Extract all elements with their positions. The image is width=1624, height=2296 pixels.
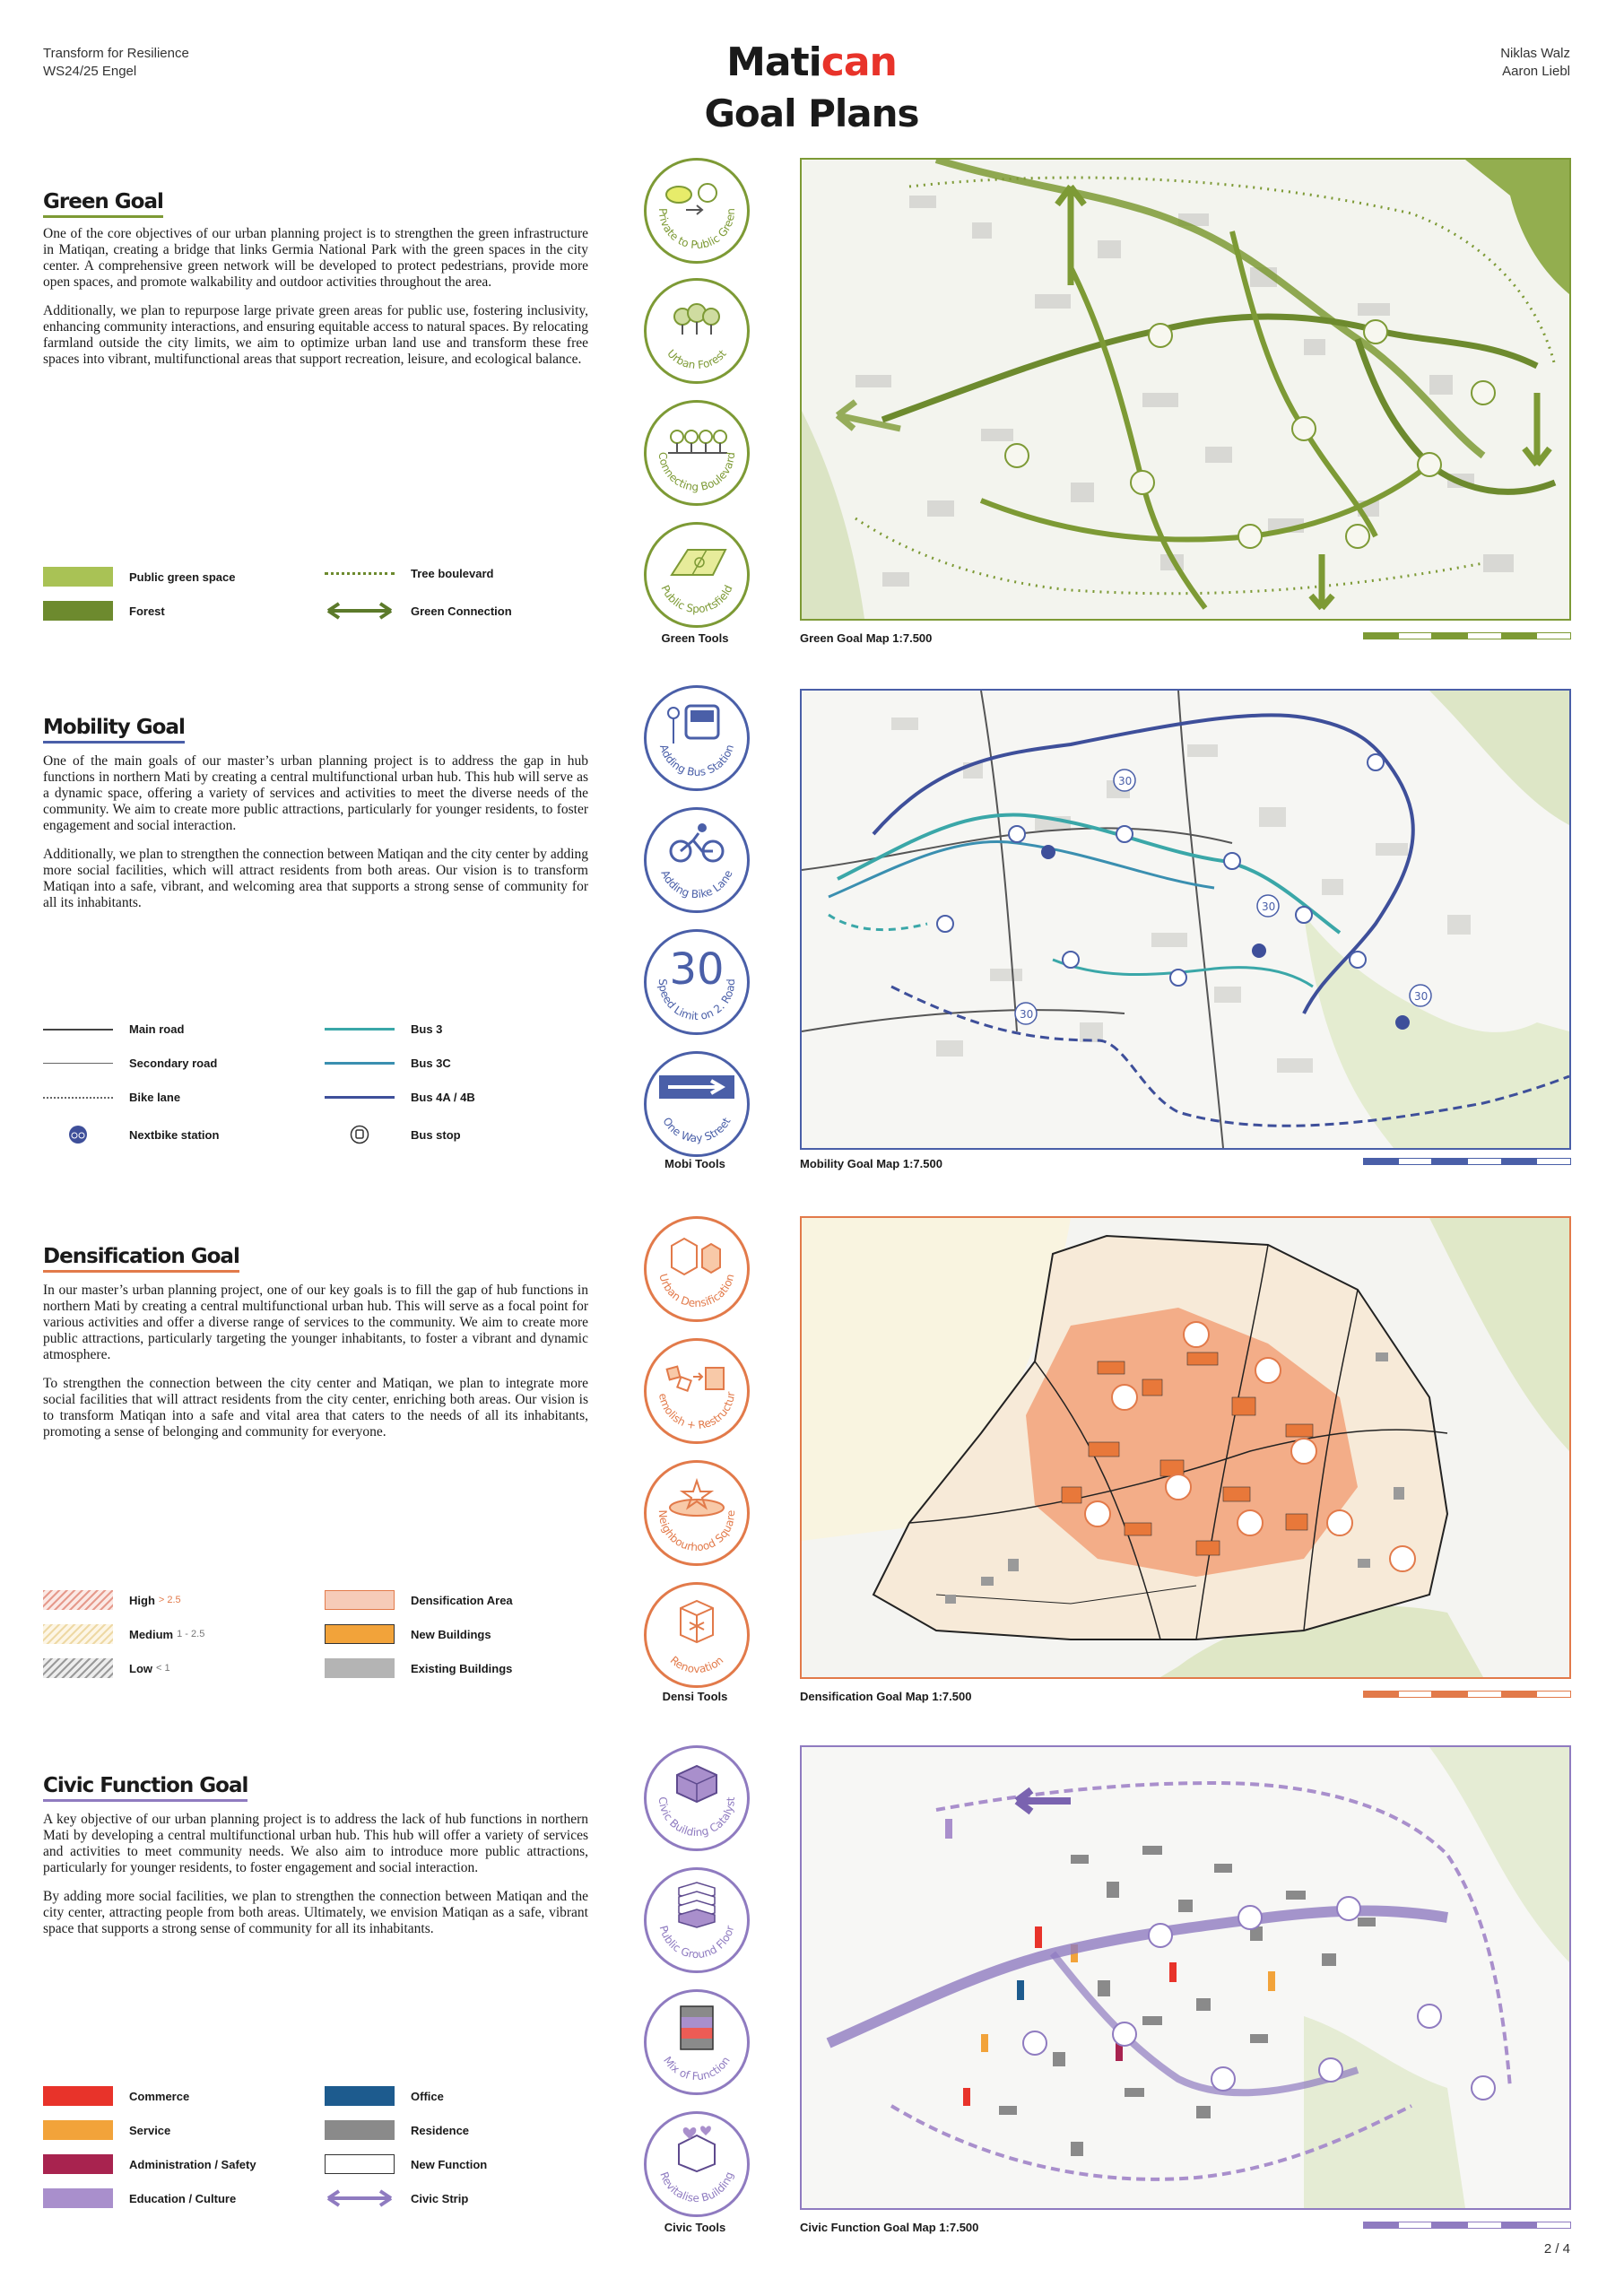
stacked-floors-icon bbox=[647, 1870, 747, 1970]
civic-paragraph-1: A key objective of our urban planning project is to address the lack of hub functions in northern Mati by developing a central multifunctional urban hub. This hub will offer a variety of services and activities to meet community needs. We also aim to introduce more public attractions, particularly for younger residents, to foster engagement and social interaction. bbox=[43, 1812, 588, 1875]
legend-commerce: Commerce bbox=[43, 2086, 189, 2106]
densification-map-graphic bbox=[802, 1218, 1569, 1677]
svg-text:Revitalise Building: Revitalise Building bbox=[657, 2170, 736, 2205]
densification-tools-caption: Densi Tools bbox=[662, 1690, 728, 1703]
one-way-icon bbox=[647, 1054, 747, 1154]
course-title: Transform for Resilience bbox=[43, 46, 189, 61]
legend-education-culture: Education / Culture bbox=[43, 2188, 236, 2208]
green-scale-bar bbox=[1363, 632, 1571, 639]
densification-map-caption: Densification Goal Map 1:7.500 bbox=[800, 1690, 972, 1703]
svg-text:30: 30 bbox=[1118, 775, 1133, 787]
tool-revitalise-building bbox=[644, 2111, 750, 2217]
civic-map-graphic bbox=[802, 1747, 1569, 2208]
svg-text:Urban Forest: Urban Forest bbox=[664, 347, 729, 372]
legend-administration-safety: Administration / Safety bbox=[43, 2154, 256, 2174]
mixed-use-icon bbox=[647, 1992, 747, 2092]
legend-main-road: Main road bbox=[43, 1022, 184, 1036]
legend-medium-density: Medium 1 - 2.5 bbox=[43, 1624, 204, 1644]
revitalise-icon bbox=[647, 2114, 747, 2214]
legend-bike-lane: Bike lane bbox=[43, 1091, 180, 1104]
mobility-goal-map bbox=[800, 689, 1571, 1150]
bus-stop-icon bbox=[350, 1125, 369, 1144]
restructure-icon bbox=[647, 1341, 747, 1441]
title-part-2: can bbox=[821, 39, 897, 85]
densification-cubes-icon bbox=[647, 1219, 747, 1319]
densification-scale-bar bbox=[1363, 1691, 1571, 1698]
svg-text:30: 30 bbox=[1020, 1008, 1034, 1021]
tool-civic-building-catalyst bbox=[644, 1745, 750, 1851]
svg-text:30: 30 bbox=[1414, 990, 1429, 1003]
mobility-text bbox=[43, 753, 588, 924]
legend-civic-strip: Civic Strip bbox=[325, 2188, 468, 2208]
course-term: WS24/25 Engel bbox=[43, 64, 137, 79]
double-arrow-icon bbox=[325, 2188, 395, 2208]
svg-text:Renovation: Renovation bbox=[667, 1653, 726, 1676]
tool-adding-bike-lane bbox=[644, 807, 750, 913]
legend-bus-stop: Bus stop bbox=[325, 1125, 461, 1144]
civic-paragraph-2: By adding more social facilities, we plan to strengthen the connection between Matiqan and the city center, attracting people from both areas. Ultimately, we envision Matiqan as a safe, vibrant space that supports a strong sense of community for all its inhabitants. bbox=[43, 1889, 588, 1936]
page-subtitle: Goal Plans bbox=[704, 91, 919, 135]
page-title bbox=[632, 39, 991, 85]
civic-goal-map bbox=[800, 1745, 1571, 2210]
tool-one-way-street bbox=[644, 1051, 750, 1157]
legend-tree-boulevard: Tree boulevard bbox=[325, 567, 493, 580]
mobility-paragraph-2: Additionally, we plan to strengthen the connection between Matiqan and the city center by adding more social facilities, which will attract residents from both areas. Our vision is to transform Matiqan into a safe, vibrant, and welcoming area that supports a strong sense of community for all its inhabitants. bbox=[43, 847, 588, 910]
svg-text:Adding Bus Station: Adding Bus Station bbox=[656, 743, 737, 779]
tool-urban-forest bbox=[644, 278, 750, 384]
tool-speed-limit bbox=[644, 929, 750, 1035]
square-star-icon bbox=[647, 1463, 747, 1563]
double-arrow-icon bbox=[325, 601, 395, 621]
legend-densification-area: Densification Area bbox=[325, 1590, 513, 1610]
page-number: 2 / 4 bbox=[1543, 2241, 1570, 2257]
svg-text:Mix of Function: Mix of Function bbox=[661, 2054, 733, 2083]
title-part-1: Mati bbox=[726, 39, 821, 85]
green-text bbox=[43, 226, 588, 380]
mobility-tools-caption: Mobi Tools bbox=[664, 1157, 725, 1170]
densification-paragraph-1: In our master’s urban planning project, one of our key goals is to fill the gap of hub functions in northern Mati by creating a central multifunctional urban hub. This will serve as a focal point for various activities and offer a diverse range of services to the community. We aim to create more public attractions, particularly targeting the younger inhabitants, to foster a vibrant and dynamic atmosphere. bbox=[43, 1283, 588, 1362]
green-section-title: Green Goal bbox=[43, 190, 163, 218]
nextbike-icon bbox=[68, 1125, 88, 1144]
svg-text:Adding Bike Lane: Adding Bike Lane bbox=[658, 868, 735, 901]
bus-icon bbox=[647, 688, 747, 788]
legend-bus-3: Bus 3 bbox=[325, 1022, 442, 1036]
svg-text:Urban Densification: Urban Densification bbox=[656, 1272, 737, 1310]
svg-text:Demolish + Restructure: emolish + Restructur bbox=[656, 1391, 738, 1432]
densification-text bbox=[43, 1283, 588, 1453]
author-2: Aaron Liebl bbox=[1502, 64, 1570, 79]
author-1: Niklas Walz bbox=[1500, 46, 1570, 61]
svg-text:30: 30 bbox=[1262, 900, 1276, 913]
sportsfield-icon bbox=[647, 525, 747, 625]
tool-urban-densification bbox=[644, 1216, 750, 1322]
legend-public-green: Public green space bbox=[43, 567, 236, 587]
legend-green-connection: Green Connection bbox=[325, 601, 512, 621]
speed-limit-icon bbox=[647, 932, 747, 1032]
green-paragraph-1: One of the core objectives of our urban planning project is to strengthen the green infrastructure in Matiqan, creating a bridge that links Germia National Park with the green spaces in the city center. A comprehensive green network will be developed to protect pedestrians, provide more open spaces, and promote walkability and outdoor activities throughout the area. bbox=[43, 226, 588, 290]
svg-text:30: 30 bbox=[669, 944, 725, 995]
tool-connecting-boulevard bbox=[644, 400, 750, 506]
civic-scale-bar bbox=[1363, 2222, 1571, 2229]
svg-text:One Way Street: One Way Street bbox=[660, 1115, 734, 1145]
svg-text:Private to Public Green: Private to Public Green bbox=[656, 207, 738, 252]
tool-public-ground-floor bbox=[644, 1867, 750, 1973]
legend-new-buildings: New Buildings bbox=[325, 1624, 491, 1644]
forest-icon bbox=[647, 281, 747, 381]
densification-goal-map bbox=[800, 1216, 1571, 1679]
mobility-paragraph-1: One of the main goals of our master’s urban planning project is to address the gap in hub functions in northern Mati by creating a central multifunctional urban hub. This hub will serve as a dynamic space, offering a variety of services and activities to meet the diverse needs of the community. We aim to create more public attractions, particularly for younger residents, to foster engagement and social interaction. bbox=[43, 753, 588, 833]
legend-forest: Forest bbox=[43, 601, 165, 621]
civic-text bbox=[43, 1812, 588, 1950]
svg-text:Connecting Boulevard: Connecting Boulevard bbox=[656, 451, 738, 494]
civic-tools-caption: Civic Tools bbox=[664, 2221, 726, 2234]
mobility-scale-bar bbox=[1363, 1158, 1571, 1165]
bicycle-icon bbox=[647, 810, 747, 910]
tool-adding-bus-station bbox=[644, 685, 750, 791]
boulevard-icon bbox=[647, 403, 747, 503]
svg-text:Speed Limit on 2. Road: Speed Limit on 2. Road bbox=[656, 978, 738, 1023]
mobility-section-title: Mobility Goal bbox=[43, 716, 185, 744]
green-paragraph-2: Additionally, we plan to repurpose large private green areas for public use, fostering inclusivity, enhancing community interactions, and ensuring equitable access to natural spaces. By relocating farmland outside the city limits, we aim to optimize urban land use and transform these free spaces into vibrant, multifunctional areas that support recreation, leisure, and ecological balance. bbox=[43, 303, 588, 367]
tool-neighbourhood-square bbox=[644, 1460, 750, 1566]
tool-public-sportsfield bbox=[644, 522, 750, 628]
legend-office: Office bbox=[325, 2086, 444, 2106]
green-goal-map bbox=[800, 158, 1571, 621]
green-tools-caption: Green Tools bbox=[661, 631, 729, 645]
mobility-map-caption: Mobility Goal Map 1:7.500 bbox=[800, 1157, 942, 1170]
legend-existing-buildings: Existing Buildings bbox=[325, 1658, 512, 1678]
legend-nextbike-station: Nextbike station bbox=[43, 1125, 219, 1144]
civic-section-title: Civic Function Goal bbox=[43, 1774, 248, 1802]
legend-new-function: New Function bbox=[325, 2154, 487, 2174]
legend-service: Service bbox=[43, 2120, 170, 2140]
civic-map-caption: Civic Function Goal Map 1:7.500 bbox=[800, 2221, 979, 2234]
tool-renovation bbox=[644, 1582, 750, 1688]
densification-section-title: Densification Goal bbox=[43, 1245, 239, 1273]
svg-text:Public Sportsfield: Public Sportsfield bbox=[658, 583, 735, 616]
legend-bus-3c: Bus 3C bbox=[325, 1057, 451, 1070]
legend-bus-4a-4b: Bus 4A / 4B bbox=[325, 1091, 475, 1104]
legend-low-density: Low < 1 bbox=[43, 1658, 170, 1678]
renovation-icon bbox=[647, 1585, 747, 1685]
legend-secondary-road: Secondary road bbox=[43, 1057, 217, 1070]
green-map-graphic bbox=[802, 160, 1569, 619]
civic-building-icon bbox=[647, 1748, 747, 1848]
densification-paragraph-2: To strengthen the connection between the city center and Matiqan, we plan to integrate more social facilities that will attract residents from the city center, enriching both areas. Our vision is to transform Matiqan into a safe and vital area that caters to the needs of all its inhabitants, promoting a sense of belonging and community for everyone. bbox=[43, 1376, 588, 1439]
svg-text:Neighbourhood Square: Neighbourhood Square bbox=[656, 1509, 738, 1554]
green-map-caption: Green Goal Map 1:7.500 bbox=[800, 631, 933, 645]
svg-text:Public Ground Floor: Public Ground Floor bbox=[656, 1924, 737, 1961]
tool-private-to-public-green bbox=[644, 158, 750, 264]
tool-demolish-restructure bbox=[644, 1338, 750, 1444]
legend-high-density: High > 2.5 bbox=[43, 1590, 181, 1610]
tool-mix-of-function bbox=[644, 1989, 750, 2095]
mobility-map-graphic bbox=[802, 691, 1569, 1148]
svg-text:Civic Building Catalyst: Civic Building Catalyst bbox=[656, 1796, 738, 1839]
legend-residence: Residence bbox=[325, 2120, 469, 2140]
green-swap-icon bbox=[647, 161, 747, 261]
